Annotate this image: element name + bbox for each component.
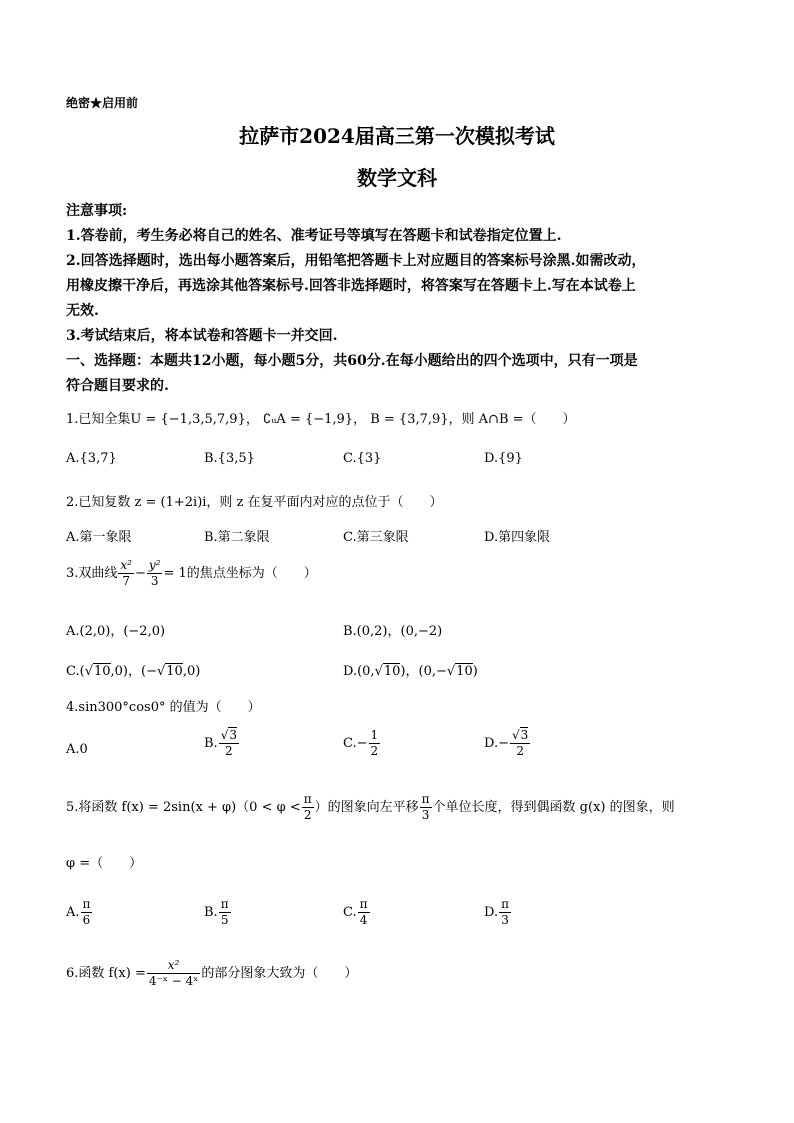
q3-frac2-num: y² [148,558,161,572]
q4-d-radicand: 3 [520,728,529,742]
q5-fraction-2 [420,792,432,823]
q5-d-num: π [501,897,509,911]
q4-b-fraction [219,728,239,759]
q3-minus: − [134,566,146,581]
q3-option-d: D.(0,√10)，(0,−√10) [343,664,478,679]
q3-c-prefix: C.( [66,664,85,679]
q4-b-den: 2 [225,744,233,758]
q4-b-radicand: 3 [229,728,237,742]
q4-b-prefix: B. [204,736,218,751]
question-5-line-1 [66,792,675,823]
q4-d-den: 2 [516,744,524,758]
section-heading-line-1: 一、选择题：本题共12小题，每小题5分，共60分.在每小题给出的四个选项中，只有一项是 [66,353,638,369]
q2-option-b: B.第二象限 [204,530,270,545]
q5-b-den: 5 [220,913,229,927]
q4-c-num: 1 [370,728,379,742]
section-heading-line-2: 符合题目要求的. [66,378,169,394]
q2-option-c: C.第三象限 [343,530,409,545]
q3-option-b: B.(0,2)，(0,−2) [343,624,443,639]
question-4: 4.sin300°cos0° 的值为（ ） [66,700,261,715]
q5-fraction-1 [302,792,314,823]
question-2: 2.已知复数 z = (1+2i)i，则 z 在复平面内对应的点位于（ ） [66,495,443,510]
note-2-line-1: 2.回答选择题时，选出每小题答案后，用铅笔把答题卡上对应题目的答案标号涂黑.如需改动， [66,253,646,269]
q4-option-d [484,728,531,759]
q5-d-fraction [499,897,511,928]
q5-option-c [343,897,371,928]
q4-b-num: √3 [220,728,237,742]
question-1: 1.已知全集U = {−1,3,5,7,9}， ∁ᵤA = {−1,9}， B = {3,7,9}，则 A∩B =（ ） [66,412,576,427]
q4-option-b [204,728,240,759]
q4-c-prefix: C.− [343,736,368,751]
q5-c-num: π [359,897,368,911]
q3-prefix: 3.双曲线 [66,566,118,581]
q3-c-radicand-2: 10 [166,664,183,679]
q5-a-den: 6 [82,913,91,927]
note-2-line-2: 用橡皮擦干净后，再选涂其他答案标号.回答非选择题时，将答案写在答题卡上.写在本试卷上 [66,278,636,294]
q5-part-2: ）的图象向左平移 [314,800,419,815]
q5-f1-num: π [303,792,312,806]
q5-c-den: 4 [359,913,368,927]
question-5-line-2: φ =（ ） [66,856,143,871]
q3-c-suffix: ,0) [182,664,201,679]
q3-frac1-num: x² [120,558,132,572]
q3-d-prefix: D.(0, [343,664,375,679]
q1-option-a: A.{3,7} [66,451,117,466]
note-1: 1.答卷前，考生务必将自己的姓名、准考证号等填写在答题卡和试卷指定位置上. [66,228,562,244]
notes-heading: 注意事项: [66,203,128,219]
q3-frac2-den: 3 [150,574,159,588]
q4-d-prefix: D.− [484,736,509,751]
exam-title: 拉萨市2024届高三第一次模拟考试 [239,124,555,148]
q5-d-prefix: D. [484,905,499,920]
exam-subject: 数学文科 [357,166,437,190]
q3-option-c: C.(√10,0)，(−√10,0) [66,664,201,679]
q5-d-den: 3 [501,913,509,927]
q6-den: 4⁻ˣ − 4ˣ [148,974,199,988]
q5-f1-den: 2 [303,808,312,822]
q4-option-c [343,728,381,759]
q5-a-fraction [81,897,93,928]
q3-d-suffix: ) [472,664,478,679]
q6-fraction [147,958,200,989]
q3-frac1-den: 7 [122,574,131,588]
q6-suffix: 的部分图象大致为（ ） [201,966,358,981]
q5-part-1: 5.将函数 f(x) = 2sin(x + φ)（0 < φ < [66,800,301,815]
q4-c-den: 2 [370,744,379,758]
question-3 [66,558,317,589]
q5-a-prefix: A. [66,905,80,920]
q2-option-a: A.第一象限 [66,530,132,545]
q4-option-a: A.0 [66,742,88,757]
q3-c-mid: ,0)，(− [110,664,157,679]
q4-d-num: √3 [511,728,529,742]
q5-c-prefix: C. [343,905,357,920]
q5-c-fraction [358,897,370,928]
q3-d-radicand-2: 10 [456,664,473,679]
q4-c-fraction [369,728,381,759]
q5-option-a [66,897,93,928]
q5-option-b [204,897,232,928]
q5-b-num: π [220,897,229,911]
q1-option-b: B.{3,5} [204,451,255,466]
q3-c-radicand-1: 10 [93,664,111,679]
q5-option-d [484,897,512,928]
q1-option-d: D.{9} [484,451,523,466]
q5-f2-den: 3 [421,808,430,822]
q3-fraction-x [118,558,134,589]
q3-d-radicand-1: 10 [383,664,401,679]
note-2-line-3: 无效. [66,303,99,319]
q3-suffix: = 1的焦点坐标为（ ） [163,566,317,581]
q4-d-fraction [510,728,530,759]
q6-prefix: 6.函数 f(x) = [66,966,146,981]
q2-option-d: D.第四象限 [484,530,551,545]
note-3: 3.考试结束后，将本试卷和答题卡一并交回. [66,328,338,344]
q5-a-num: π [82,897,91,911]
q5-b-prefix: B. [204,905,218,920]
q1-option-c: C.{3} [343,451,382,466]
q5-b-fraction [219,897,231,928]
q3-option-a: A.(2,0)，(−2,0) [66,624,166,639]
q3-fraction-y [147,558,163,589]
q6-num: x² [147,958,200,974]
q5-f2-num: π [421,792,430,806]
q5-part-3: 个单位长度，得到偶函数 g(x) 的图象，则 [432,800,675,815]
confidential-label: 绝密★启用前 [66,96,139,110]
question-6 [66,958,357,989]
q3-d-mid: )，(0,− [400,664,447,679]
